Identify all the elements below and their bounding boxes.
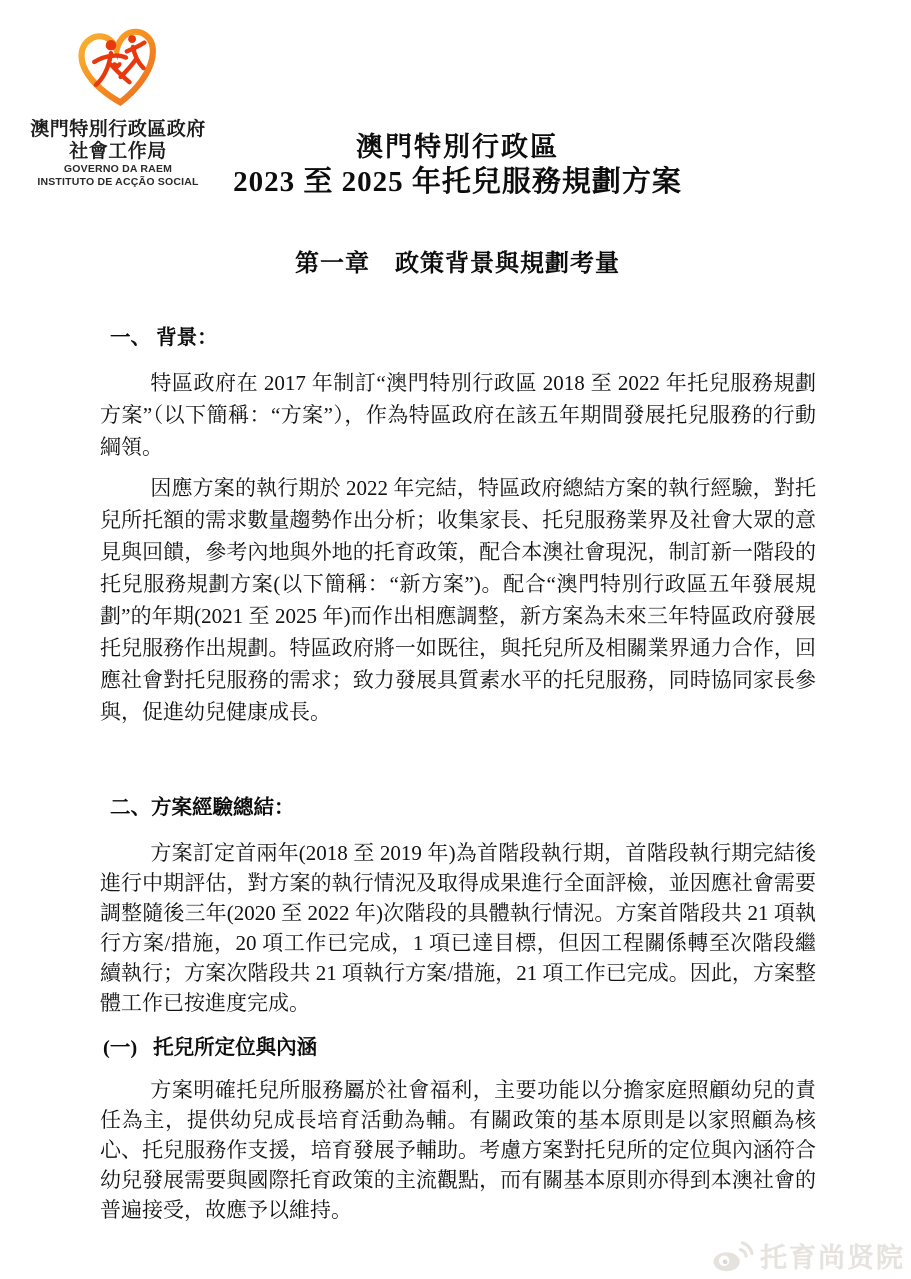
org-name-pt-line2: INSTITUTO DE ACÇÃO SOCIAL <box>37 176 199 188</box>
document-title-line1: 澳門特別行政區 <box>356 132 559 162</box>
section-2-paragraph-1: 方案訂定首兩年(2018 至 2019 年)為首階段執行期，首階段執行期完結後進行中期評估，對方案的執行情況及取得成果進行全面評檢，並因應社會需要調整隨後三年(2020 至 2022 年)次階段的具體執行情況。方案首階段共 21 項執行方案/措施，20 項工作已完成，1 項已達目標，但因工程關係轉至次階段繼續執行；方案次階段共 21 項執行方案/措施，21 項工作已完成。因此，方案整體工作已按進度完成。 <box>100 841 816 1015</box>
org-name-pt-line1: GOVERNO DA RAEM <box>63 163 173 175</box>
subsection-1-heading <box>103 1030 317 1060</box>
document-title <box>100 130 815 200</box>
subsection-1-title: 托兒所定位與內涵 <box>153 1037 318 1059</box>
org-name-zh-line1: 澳門特別行政區政府 <box>30 119 206 140</box>
watermark <box>712 1236 905 1275</box>
document-title-line2: 2023 至 2025 年托兒服務規劃方案 <box>233 166 682 198</box>
heart-figures-logo-icon <box>74 22 162 116</box>
section-1-heading: 一、 背景： <box>110 327 218 349</box>
weibo-icon <box>712 1239 754 1273</box>
org-name-zh-line2: 社會工作局 <box>69 141 167 162</box>
watermark-text: 托育尚贤院 <box>760 1243 905 1273</box>
section-1-paragraph-2: 因應方案的執行期於 2022 年完結，特區政府總結方案的執行經驗，對托兒所托額的需求數量趨勢作出分析；收集家長、托兒服務業界及社會大眾的意見與回饋，參考內地與外地的托育政策，配合本澳社會現況，制訂新一階段的托兒服務規劃方案(以下簡稱：“新方案”)。配合“澳門特別行政區五年發展規劃”的年期(2021 至 2025 年)而作出相應調整，新方案為未來三年特區政府發展托兒服務作出規劃。特區政府將一如既往，與托兒所及相關業界通力合作，回應社會對托兒服務的需求；致力發展具質素水平的托兒服務，同時協同家長參與，促進幼兒健康成長。 <box>100 476 816 724</box>
chapter-heading: 第一章 政策背景與規劃考量 <box>295 251 620 277</box>
section-1-paragraph-1: 特區政府在 2017 年制訂“澳門特別行政區 2018 至 2022 年托兒服務規劃方案”（以下簡稱：“方案”），作為特區政府在該五年期間發展托兒服務的行動綱領。 <box>100 371 816 459</box>
section-2-heading: 二、方案經驗總結： <box>110 797 295 819</box>
subsection-1-number: (一) <box>103 1037 138 1059</box>
subsection-1-paragraph-1: 方案明確托兒所服務屬於社會福利，主要功能以分擔家庭照顧幼兒的責任為主，提供幼兒成長培育活動為輔。有關政策的基本原則是以家照顧為核心、托兒服務作支援，培育發展予輔助。考慮方案對托兒所的定位與內涵符合幼兒發展需要與國際托育政策的主流觀點，而有關基本原則亦得到本澳社會的普遍接受，故應予以維持。 <box>100 1078 816 1222</box>
